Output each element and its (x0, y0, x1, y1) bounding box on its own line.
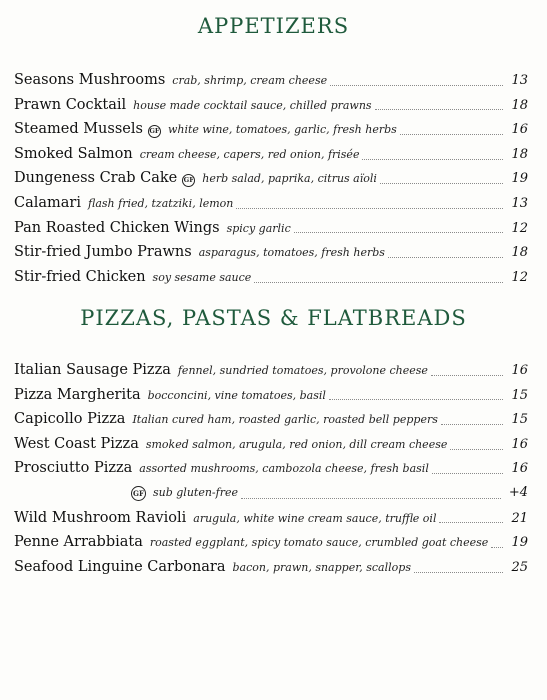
item-name: Seafood Linguine Carbonara (14, 558, 226, 575)
dot-leader (432, 473, 504, 474)
item-price: 13 (511, 73, 528, 88)
item-description: flash fried, tzatziki, lemon (88, 196, 234, 210)
item-description: roasted eggplant, spicy tomato sauce, crumbled goat cheese (149, 536, 489, 550)
item-price: 18 (511, 97, 528, 113)
item-name: Steamed Mussels (14, 121, 143, 138)
item-description: Italian cured ham, roasted garlic, roasted bell peppers (132, 413, 438, 427)
gluten-free-option (14, 481, 528, 506)
menu-item (14, 265, 528, 290)
dot-leader (375, 109, 504, 110)
item-price: 12 (511, 220, 528, 236)
menu-item (14, 456, 528, 481)
item-price: 19 (511, 535, 528, 551)
item-name: Prawn Cocktail (14, 96, 127, 113)
item-price: 21 (511, 510, 528, 526)
item-price: 15 (511, 412, 528, 428)
menu-item (14, 358, 528, 383)
dot-leader (362, 159, 503, 160)
menu-item (14, 142, 528, 167)
item-name: Italian Sausage Pizza (14, 362, 171, 378)
menu-item (14, 407, 528, 432)
menu-item (14, 216, 528, 241)
menu-item (14, 506, 528, 531)
item-description: smoked salmon, arugula, red onion, dill cream cheese (145, 437, 448, 451)
item-price: +4 (508, 484, 528, 500)
item-price: 18 (511, 245, 528, 261)
item-description: fennel, sundried tomatoes, provolone cheese (177, 364, 428, 377)
item-name: Dungeness Crab Cake (14, 170, 178, 187)
appetizers-heading: APPETIZERS (197, 14, 350, 38)
item-description: spicy garlic (226, 221, 291, 235)
item-name: Seasons Mushrooms (14, 72, 166, 88)
item-price: 13 (511, 195, 528, 211)
item-description: arugula, white wine cream sauce, truffle oil (193, 511, 437, 525)
item-name: Calamari (14, 194, 81, 211)
item-price: 15 (511, 387, 528, 403)
item-price: 25 (511, 559, 528, 575)
item-price: 16 (511, 363, 528, 378)
menu-item (14, 68, 528, 93)
gluten-free-icon: GF (182, 174, 195, 187)
pizzas-heading: PIZZAS, PASTAS & FLATBREADS (80, 306, 467, 330)
dot-leader (414, 572, 503, 573)
dot-leader (380, 183, 504, 184)
dot-leader (254, 282, 503, 283)
item-name: Penne Arrabbiata (14, 534, 143, 551)
menu-item (14, 240, 528, 265)
item-description: asparagus, tomatoes, fresh herbs (198, 246, 385, 260)
dot-leader (439, 522, 503, 523)
item-name: West Coast Pizza (14, 435, 139, 452)
appetizers-list (14, 68, 528, 289)
dot-leader (450, 449, 503, 450)
item-description: white wine, tomatoes, garlic, fresh herbs (167, 123, 397, 137)
item-description: soy sesame sauce (152, 270, 252, 284)
item-name: Pan Roasted Chicken Wings (14, 219, 220, 236)
menu-item (14, 191, 528, 216)
menu-item (14, 555, 528, 580)
dot-leader (400, 134, 504, 135)
gluten-free-icon: GF (148, 125, 161, 138)
menu-item (14, 530, 528, 555)
menu-item (14, 166, 528, 191)
item-name: Prosciutto Pizza (14, 460, 133, 477)
dot-leader (236, 208, 503, 209)
item-price: 16 (511, 122, 528, 138)
item-price: 12 (511, 269, 528, 285)
item-name: Pizza Margherita (14, 386, 141, 403)
pizzas-list (14, 358, 528, 579)
item-name: Wild Mushroom Ravioli (14, 509, 187, 526)
menu-item (14, 383, 528, 408)
menu-item (14, 432, 528, 457)
dot-leader (329, 399, 504, 400)
dot-leader (431, 375, 504, 376)
item-price: 16 (511, 436, 528, 452)
menu-item (14, 93, 528, 118)
item-description: bocconcini, vine tomatoes, basil (147, 388, 326, 402)
dot-leader (330, 85, 503, 86)
item-price: 16 (511, 461, 528, 477)
item-description: crab, shrimp, cream cheese (172, 74, 328, 87)
menu-item (14, 117, 528, 142)
item-name: Smoked Salmon (14, 145, 133, 162)
dot-leader (294, 232, 504, 233)
item-description: sub gluten-free (153, 485, 238, 499)
item-description: bacon, prawn, snapper, scallops (232, 560, 411, 574)
dot-leader (388, 257, 504, 258)
item-name: Stir-fried Chicken (14, 268, 146, 285)
item-price: 18 (511, 146, 528, 162)
item-name: Stir-fried Jumbo Prawns (14, 244, 192, 261)
item-description: herb salad, paprika, citrus aïoli (202, 172, 377, 186)
item-name: Capicollo Pizza (14, 411, 126, 428)
dot-leader (441, 424, 504, 425)
gluten-free-icon: GF (131, 486, 146, 501)
dot-leader (241, 498, 501, 499)
item-description: house made cocktail sauce, chilled prawns (133, 98, 372, 112)
item-price: 19 (511, 171, 528, 187)
item-description: assorted mushrooms, cambozola cheese, fresh basil (139, 462, 429, 476)
item-description: cream cheese, capers, red onion, frisée (139, 147, 360, 161)
dot-leader (491, 547, 503, 548)
